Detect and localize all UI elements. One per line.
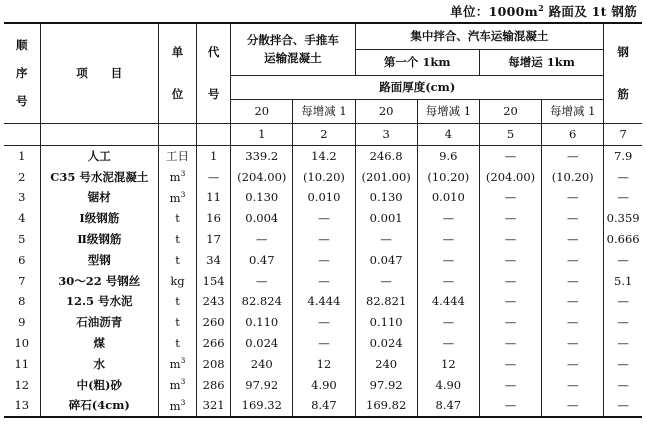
row-value: — [604,166,642,187]
row-value: — [479,353,541,374]
row-value: — [479,395,541,417]
row-code: 321 [197,395,231,417]
row-code: — [197,166,231,187]
row-value: — [355,270,417,291]
col-number: 7 [604,123,642,145]
header-seq: 顺 序 号 [4,23,40,123]
row-unit: $m^3$ [158,395,196,417]
row-value: 0.130 [231,187,293,208]
row-value: 0.010 [293,187,355,208]
row-value: — [417,208,479,229]
row-value: — [231,270,293,291]
row-value: (204.00) [231,166,293,187]
row-value: 97.92 [231,374,293,395]
row-value: — [479,208,541,229]
header-blank [4,123,40,145]
table-row [4,229,642,250]
row-value: — [542,270,604,291]
header-blank [40,123,158,145]
row-value: 0.004 [231,208,293,229]
row-number: 9 [4,312,40,333]
row-value: 240 [355,353,417,374]
row-unit: kg [158,270,196,291]
row-value: 0.001 [355,208,417,229]
row-value: 0.47 [231,249,293,270]
row-code: 266 [197,333,231,354]
row-value: — [542,395,604,417]
row-value: 240 [231,353,293,374]
row-item-name: 型钢 [40,249,158,270]
row-unit: 工日 [158,145,196,166]
row-value: — [355,229,417,250]
row-value: 82.821 [355,291,417,312]
header-code: 代 号 [197,23,231,123]
row-value: 14.2 [293,145,355,166]
row-item-name: Ⅰ级钢筋 [40,208,158,229]
table-row [4,145,642,166]
row-value: — [293,333,355,354]
row-code: 11 [197,187,231,208]
row-item-name: 中(粗)砂 [40,374,158,395]
row-value: — [604,249,642,270]
row-value: 4.90 [417,374,479,395]
row-value: — [604,374,642,395]
col-number: 4 [417,123,479,145]
row-value: — [479,270,541,291]
row-unit: t [158,249,196,270]
row-code: 286 [197,374,231,395]
row-unit: t [158,229,196,250]
row-item-name: C35 号水泥混凝土 [40,166,158,187]
row-item-name: 水 [40,353,158,374]
row-value: — [604,353,642,374]
row-value: 0.047 [355,249,417,270]
row-value: (10.20) [417,166,479,187]
table-row [4,291,642,312]
row-value: — [417,270,479,291]
row-item-name: 碎石(4cm) [40,395,158,417]
row-number: 4 [4,208,40,229]
col-number: 6 [542,123,604,145]
row-value: — [542,374,604,395]
table-row [4,374,642,395]
row-unit: $m^3$ [158,353,196,374]
row-value: 0.024 [355,333,417,354]
row-value: — [479,333,541,354]
row-item-name: 锯材 [40,187,158,208]
row-value: — [479,312,541,333]
row-item-name: 石油沥青 [40,312,158,333]
header-unit: 单 位 [158,23,196,123]
row-value: 4.90 [293,374,355,395]
row-value: — [604,291,642,312]
row-value: — [231,229,293,250]
row-value: 4.444 [293,291,355,312]
row-value: — [542,333,604,354]
row-value: 4.444 [417,291,479,312]
row-value: (204.00) [479,166,541,187]
row-value: 0.359 [604,208,642,229]
row-value: — [293,208,355,229]
row-item-name: Ⅱ级钢筋 [40,229,158,250]
header-first-1km: 第一个 1km [355,49,479,75]
row-value: — [542,312,604,333]
header-blank [197,123,231,145]
row-value: — [542,353,604,374]
row-value: 0.130 [355,187,417,208]
table-row [4,166,642,187]
header-sub-20: 20 [479,99,541,123]
table-row [4,208,642,229]
header-sub-minus1: 每增减 1 [293,99,355,123]
row-unit: $m^3$ [158,374,196,395]
row-value: 12 [293,353,355,374]
quota-table [4,22,642,418]
row-value: — [293,312,355,333]
row-code: 17 [197,229,231,250]
row-value: — [479,187,541,208]
row-code: 208 [197,353,231,374]
row-value: 82.824 [231,291,293,312]
row-value: 8.47 [417,395,479,417]
row-number: 6 [4,249,40,270]
row-number: 7 [4,270,40,291]
row-value: — [542,249,604,270]
row-number: 5 [4,229,40,250]
row-unit: t [158,208,196,229]
row-value: — [542,208,604,229]
row-unit: $m^3$ [158,187,196,208]
row-number: 3 [4,187,40,208]
row-value: — [293,249,355,270]
row-value: 0.110 [355,312,417,333]
row-number: 11 [4,353,40,374]
row-value: 339.2 [231,145,293,166]
table-row [4,187,642,208]
row-value: — [604,312,642,333]
row-value: — [542,229,604,250]
header-central-mix: 集中拌合、汽车运输混凝土 [355,23,604,49]
row-value: 5.1 [604,270,642,291]
row-value: — [604,395,642,417]
header-sub-minus1: 每增减 1 [542,99,604,123]
row-value: — [479,249,541,270]
row-value: — [293,270,355,291]
col-number: 5 [479,123,541,145]
table-row [4,312,642,333]
row-code: 243 [197,291,231,312]
row-number: 8 [4,291,40,312]
header-scatter-mix: 分散拌合、手推车运输混凝土 [231,23,355,75]
table-row [4,249,642,270]
row-code: 16 [197,208,231,229]
row-value: — [542,291,604,312]
row-unit: t [158,291,196,312]
header-thickness: 路面厚度(cm) [231,75,604,99]
row-value: 169.82 [355,395,417,417]
col-number: 1 [231,123,293,145]
row-code: 154 [197,270,231,291]
row-code: 260 [197,312,231,333]
col-number: 3 [355,123,417,145]
header-steel: 钢 筋 [604,23,642,123]
row-value: — [542,145,604,166]
row-item-name: 12.5 号水泥 [40,291,158,312]
row-unit: $m^3$ [158,166,196,187]
header-blank [158,123,196,145]
row-value: — [417,333,479,354]
row-value: 0.110 [231,312,293,333]
row-number: 10 [4,333,40,354]
row-value: 169.32 [231,395,293,417]
row-value: — [479,145,541,166]
header-sub-20: 20 [231,99,293,123]
row-value: — [479,229,541,250]
row-item-name: 30～22 号钢丝 [40,270,158,291]
table-row [4,333,642,354]
row-value: — [542,187,604,208]
row-value: 0.024 [231,333,293,354]
header-sub-20: 20 [355,99,417,123]
row-number: 1 [4,145,40,166]
row-value: 12 [417,353,479,374]
unit-caption: 单位：$1000m^2$ 路面及 1t 钢筋 [450,2,637,19]
row-value: 9.6 [417,145,479,166]
row-unit: t [158,333,196,354]
col-number: 2 [293,123,355,145]
row-number: 2 [4,166,40,187]
row-value: 8.47 [293,395,355,417]
row-value: 7.9 [604,145,642,166]
row-unit: t [158,312,196,333]
row-number: 12 [4,374,40,395]
header-each-add-1km: 每增运 1km [479,49,603,75]
row-value: (10.20) [542,166,604,187]
row-value: 0.010 [417,187,479,208]
row-number: 13 [4,395,40,417]
row-value: 246.8 [355,145,417,166]
table-row [4,270,642,291]
table-row [4,395,642,417]
header-sub-minus1: 每增减 1 [417,99,479,123]
row-value: — [293,229,355,250]
table-body [4,145,642,417]
row-value: — [417,249,479,270]
row-value: 0.666 [604,229,642,250]
row-code: 34 [197,249,231,270]
row-value: — [604,333,642,354]
row-value: — [417,312,479,333]
header-item: 项 目 [40,23,158,123]
row-code: 1 [197,145,231,166]
row-value: 97.92 [355,374,417,395]
row-value: — [479,374,541,395]
table-row [4,353,642,374]
row-item-name: 人工 [40,145,158,166]
row-value: (201.00) [355,166,417,187]
row-value: — [417,229,479,250]
row-item-name: 煤 [40,333,158,354]
row-value: — [604,187,642,208]
row-value: (10.20) [293,166,355,187]
row-value: — [479,291,541,312]
